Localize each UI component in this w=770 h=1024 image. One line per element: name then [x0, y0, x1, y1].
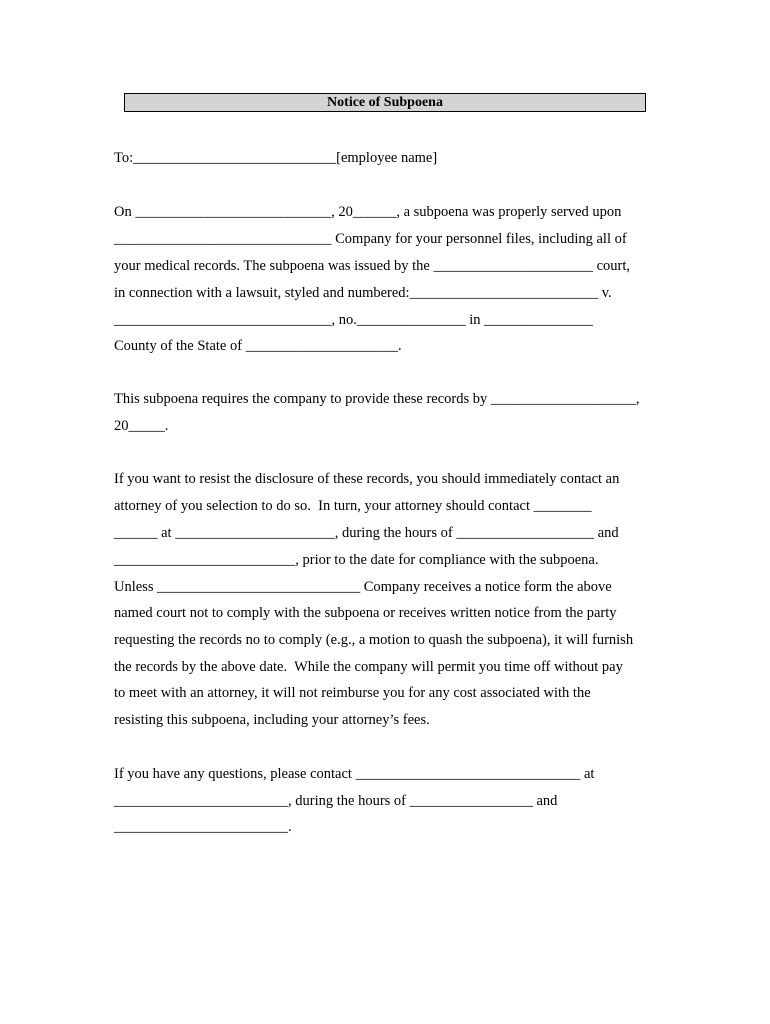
paragraph3-line-2: attorney of you selection to do so. In turn, your attorney should contact ________: [114, 498, 592, 514]
paragraph1-line-3: your medical records. The subpoena was issued by the ______________________ court,: [114, 258, 630, 274]
paragraph1-line-6: County of the State of _____________________.: [114, 338, 402, 354]
paragraph4-line-1: If you have any questions, please contact _______________________________ at: [114, 766, 595, 782]
paragraph1-line-5: ______________________________, no._______________ in _______________: [114, 312, 593, 328]
paragraph3-line-10: resisting this subpoena, including your attorney’s fees.: [114, 712, 430, 728]
paragraph3-line-9: to meet with an attorney, it will not reimburse you for any cost associated with the: [114, 685, 591, 701]
paragraph3-line-4: _________________________, prior to the date for compliance with the subpoena.: [114, 552, 599, 568]
paragraph4-line-2: ________________________, during the hours of _________________ and: [114, 793, 558, 809]
paragraph3-line-8: the records by the above date. While the company will permit you time off without pay: [114, 659, 623, 675]
paragraph1-line-4: in connection with a lawsuit, styled and numbered:__________________________ v.: [114, 285, 612, 301]
document-title: Notice of Subpoena: [124, 93, 646, 112]
paragraph3-line-5: Unless ____________________________ Company receives a notice form the above: [114, 579, 612, 595]
paragraph2-line-1: This subpoena requires the company to provide these records by ____________________,: [114, 391, 640, 407]
paragraph4-line-3: ________________________.: [114, 819, 292, 835]
paragraph1-line-1: On ___________________________, 20______, a subpoena was properly served upon: [114, 204, 622, 220]
paragraph3-line-7: requesting the records no to comply (e.g., a motion to quash the subpoena), it will furnish: [114, 632, 634, 648]
to-line: To:____________________________[employee name]: [114, 150, 438, 166]
paragraph1-line-2: ______________________________ Company for your personnel files, including all of: [114, 231, 627, 247]
paragraph3-line-1: If you want to resist the disclosure of these records, you should immediately contact an: [114, 471, 620, 487]
paragraph2-line-2: 20_____.: [114, 418, 169, 434]
paragraph3-line-6: named court not to comply with the subpoena or receives written notice from the party: [114, 605, 617, 621]
paragraph3-line-3: ______ at ______________________, during the hours of ___________________ and: [114, 525, 619, 541]
